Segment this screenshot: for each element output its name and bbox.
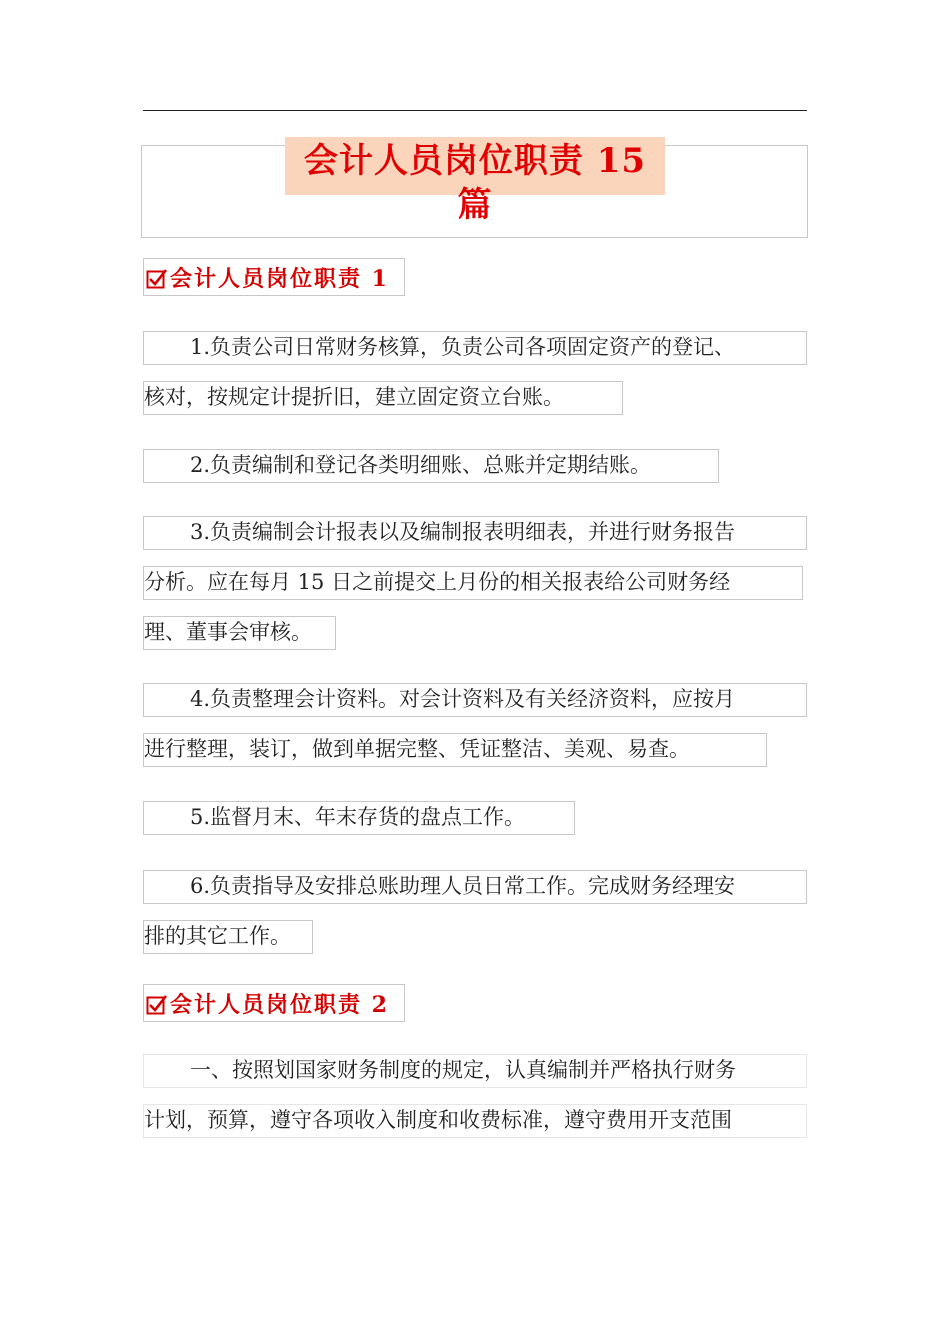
paragraph-line: 核对，按规定计提折旧，建立固定资立台账。	[143, 381, 623, 415]
paragraph-line: 5.监督月末、年末存货的盘点工作。	[143, 801, 575, 835]
section-heading-text: 会计人员岗位职责 1	[170, 265, 389, 292]
paragraph-line: 1.负责公司日常财务核算，负责公司各项固定资产的登记、	[143, 331, 807, 365]
paragraph-line: 分析。应在每月 15 日之前提交上月份的相关报表给公司财务经	[143, 566, 803, 600]
paragraph-line: 一、按照划国家财务制度的规定，认真编制并严格执行财务	[143, 1054, 807, 1088]
page-title: 会计人员岗位职责 15 篇	[285, 137, 665, 195]
paragraph-line: 2.负责编制和登记各类明细账、总账并定期结账。	[143, 449, 719, 483]
section-heading-text: 会计人员岗位职责 2	[170, 991, 389, 1018]
top-rule	[143, 110, 807, 111]
paragraph-line: 6.负责指导及安排总账助理人员日常工作。完成财务经理安	[143, 870, 807, 904]
paragraph-line: 排的其它工作。	[143, 920, 313, 954]
paragraph-line: 理、董事会审核。	[143, 616, 336, 650]
checkbox-checked-icon	[146, 268, 168, 290]
checkbox-checked-icon	[146, 994, 168, 1016]
paragraph-line: 3.负责编制会计报表以及编制报表明细表，并进行财务报告	[143, 516, 807, 550]
paragraph-line: 计划，预算，遵守各项收入制度和收费标准，遵守费用开支范围	[143, 1104, 807, 1138]
paragraph-line: 进行整理，装订，做到单据完整、凭证整洁、美观、易查。	[143, 733, 767, 767]
section-heading-2	[143, 984, 405, 1022]
paragraph-line: 4.负责整理会计资料。对会计资料及有关经济资料，应按月	[143, 683, 807, 717]
section-heading-1	[143, 258, 405, 296]
